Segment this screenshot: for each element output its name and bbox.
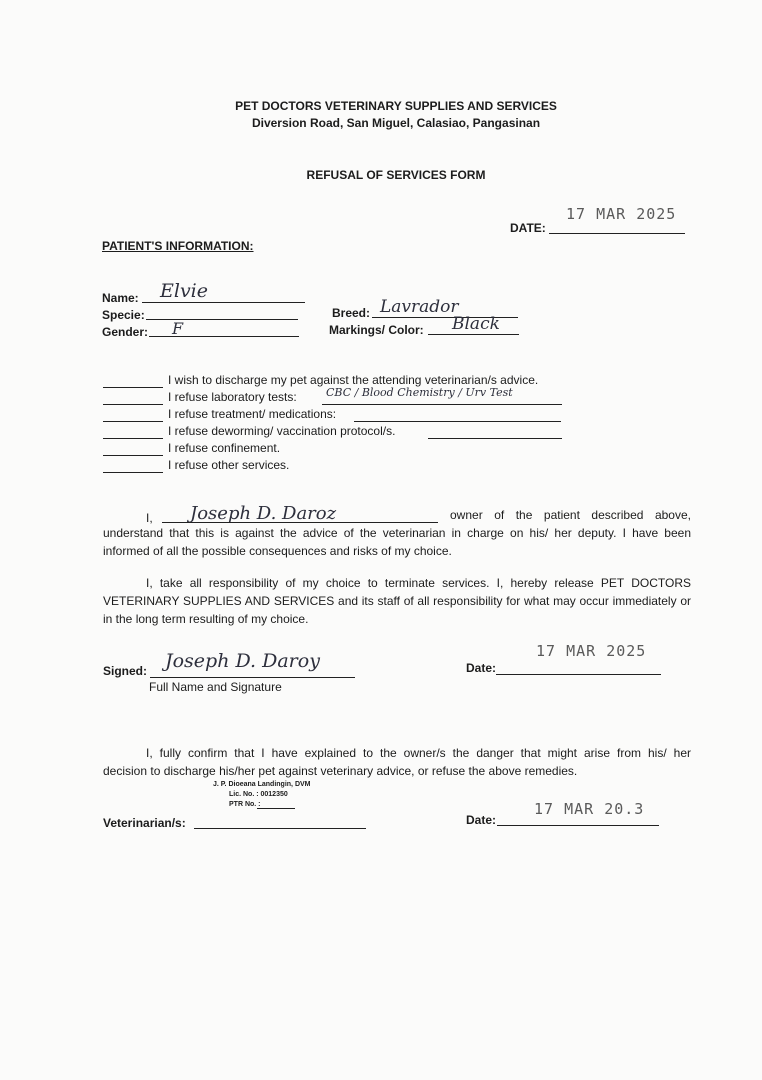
release-line2: VETERINARY SUPPLIES AND SERVICES and its staff of all responsibility for what may occur immediately or [103,594,691,608]
owner-date-stamp: 17 MAR 2025 [536,642,647,660]
markings-label: Markings/ Color: [329,323,424,337]
option-line-5[interactable] [103,472,163,473]
ptr-line[interactable] [257,808,295,809]
date-label-top: DATE: [510,221,546,235]
clinic-name: PET DOCTORS VETERINARY SUPPLIES AND SERVICES [235,99,557,113]
date-stamp-top: 17 MAR 2025 [566,205,677,223]
breed-value: Lavrador [380,297,459,317]
vet-signature-line[interactable] [194,828,366,829]
name-line[interactable] [142,302,305,303]
treatment-line[interactable] [354,421,561,422]
option-text-3: I refuse deworming/ vaccination protocol/s. [168,424,396,438]
name-label: Name: [102,291,139,305]
statement-line2: understand that this is against the advice of the veterinarian in charge on his/ her deputy. I have been [103,526,691,540]
gender-label: Gender: [102,325,149,339]
gender-value: F [172,319,184,338]
option-text-1: I refuse laboratory tests: [168,390,297,404]
patient-section-title: PATIENT'S INFORMATION: [102,239,254,253]
clinic-address: Diversion Road, San Miguel, Calasiao, Pangasinan [251,116,541,130]
breed-label: Breed: [332,306,371,320]
markings-value: Black [452,314,500,334]
option-line-1[interactable] [103,404,163,405]
option-text-2: I refuse treatment/ medications: [168,407,337,421]
option-text-0: I wish to discharge my pet against the attending veterinarian/s advice. [168,373,539,387]
markings-line[interactable] [428,334,519,335]
option-line-4[interactable] [103,455,163,456]
statement-line1-rest: owner of the patient described above, [450,508,691,522]
deworming-line[interactable] [428,438,562,439]
signature-caption: Full Name and Signature [149,680,282,694]
form-title: REFUSAL OF SERVICES FORM [306,168,486,182]
option-line-0[interactable] [103,387,163,388]
vet-stamp-ptr: PTR No. : [229,801,261,808]
date-line-top[interactable] [549,233,685,234]
release-line1: I, take all responsibility of my choice to terminate services. I, hereby release PET DOCTORS [146,576,691,590]
specie-label: Specie: [102,308,145,322]
vet-stamp-lic: Lic. No. : 0012350 [229,791,288,798]
option-text-5: I refuse other services. [168,458,290,472]
owner-name-handwritten: Joseph D. Daroz [190,503,337,524]
signature-line[interactable] [150,677,355,678]
option-text-4: I refuse confinement. [168,441,281,455]
signed-label: Signed: [103,664,147,678]
confirm-line2: decision to discharge his/her pet against veterinary advice, or refuse the above remedies. [103,764,578,778]
confirm-line1: I, fully confirm that I have explained to the owner/s the danger that might arise from his/ her [146,746,691,760]
vet-date-line[interactable] [497,825,659,826]
lab-tests-line[interactable] [322,404,562,405]
vet-date-stamp: 17 MAR 20.3 [534,800,645,818]
owner-name-line[interactable] [162,522,438,523]
statement-line3: informed of all the possible consequences and risks of my choice. [103,544,452,558]
owner-date-label: Date: [466,661,497,675]
statement-prefix: I, [146,511,153,525]
option-line-2[interactable] [103,421,163,422]
owner-signature: Joseph D. Daroy [165,650,320,672]
specie-line[interactable] [146,319,298,320]
vet-date-label: Date: [466,813,497,827]
release-line3: in the long term resulting of my choice. [103,612,309,626]
vet-stamp-name: J. P. Dioeana Landingin, DVM [213,781,311,788]
lab-tests-handwritten: CBC / Blood Chemistry / Urv Test [326,386,513,399]
name-value: Elvie [160,280,209,302]
gender-line[interactable] [149,336,299,337]
owner-date-line[interactable] [496,674,661,675]
vet-label: Veterinarian/s: [103,816,186,830]
option-line-3[interactable] [103,438,163,439]
